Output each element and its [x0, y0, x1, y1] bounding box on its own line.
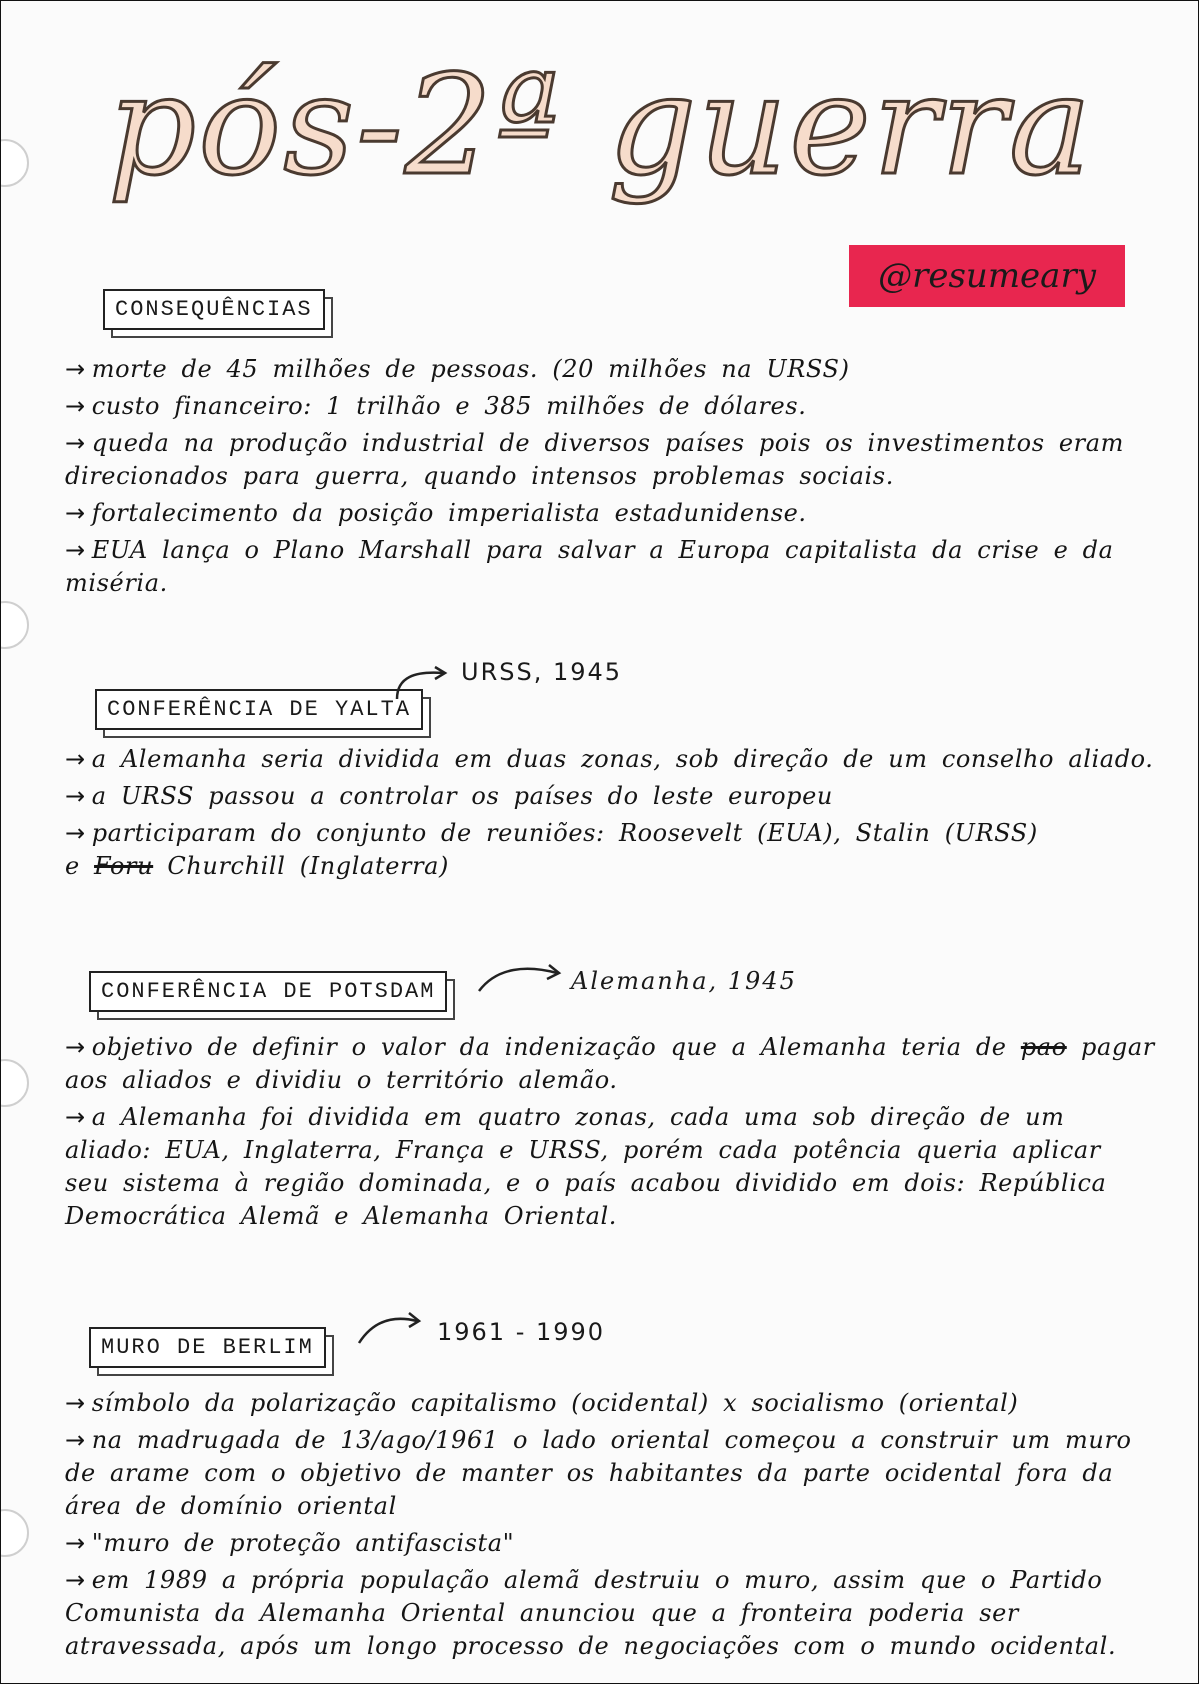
arrow-icon: →	[65, 745, 86, 773]
list-item: → EUA lança o Plano Marshall para salvar a Europa capitalista da crise e da miséria.	[65, 536, 1114, 597]
arrow-connector-icon	[395, 663, 455, 703]
struck-word: Foru	[94, 852, 154, 880]
arrow-icon: →	[65, 392, 86, 420]
arrow-icon: →	[65, 819, 86, 847]
potsdam-note: Alemanha, 1945	[571, 967, 797, 995]
arrow-connector-icon	[477, 961, 567, 1001]
heading-yalta: CONFERÊNCIA DE YALTA	[95, 689, 423, 730]
arrow-connector-icon	[357, 1311, 427, 1351]
binder-hole	[0, 1509, 29, 1557]
list-item: → custo financeiro: 1 trilhão e 385 milhões de dólares.	[65, 392, 807, 420]
struck-word: pao	[1020, 1033, 1067, 1061]
list-item: e Foru Churchill (Inglaterra)	[65, 852, 450, 880]
author-tag: @resumeary	[849, 245, 1125, 307]
arrow-icon: →	[65, 1389, 86, 1417]
muro-note: 1961 - 1990	[437, 1318, 606, 1346]
list-item: → símbolo da polarização capitalismo (ocidental) x socialismo (oriental)	[65, 1389, 1019, 1417]
yalta-note: URSS, 1945	[461, 658, 623, 686]
list-item: → a URSS passou a controlar os países do leste europeu	[65, 782, 833, 810]
binder-hole	[0, 1059, 29, 1107]
list-item: → objetivo de definir o valor da indenização que a Alemanha teria de pao pagar aos aliados e dividiu o território alemão.	[65, 1033, 1155, 1094]
arrow-icon: →	[65, 1033, 86, 1061]
arrow-icon: →	[65, 499, 86, 527]
list-item: → queda na produção industrial de diversos países pois os investimentos eram direcionados para guerra, quando intensos problemas sociais.	[65, 429, 1124, 490]
heading-consequencias: CONSEQUÊNCIAS	[103, 289, 325, 330]
arrow-icon: →	[65, 1529, 86, 1557]
potsdam-list	[65, 1031, 1155, 1237]
heading-muro-de-berlim: MURO DE BERLIM	[89, 1327, 326, 1368]
list-item: → participaram do conjunto de reuniões: Roosevelt (EUA), Stalin (URSS)	[65, 819, 1038, 847]
list-item: → a Alemanha foi dividida em quatro zonas, cada uma sob direção de um aliado: EUA, Inglaterra, França e URSS, porém cada potência queria aplicar seu sistema à região dominada, e o país acabou dividido em dois: República Democrática Alemã e Alemanha Oriental.	[65, 1103, 1107, 1230]
list-item: → morte de 45 milhões de pessoas. (20 milhões na URSS)	[65, 355, 850, 383]
muro-list	[65, 1387, 1155, 1667]
arrow-icon: →	[65, 429, 86, 457]
list-item: → "muro de proteção antifascista"	[65, 1529, 515, 1557]
list-item: → em 1989 a própria população alemã destruiu o muro, assim que o Partido Comunista da Alemanha Oriental anunciou que a fronteira poderia ser atravessada, após um longo processo de negociações com o mundo ocidental.	[65, 1566, 1117, 1660]
arrow-icon: →	[65, 355, 86, 383]
arrow-icon: →	[65, 536, 86, 564]
heading-potsdam: CONFERÊNCIA DE POTSDAM	[89, 971, 447, 1012]
yalta-list	[65, 743, 1155, 887]
arrow-icon: →	[65, 1103, 86, 1131]
arrow-icon: →	[65, 782, 86, 810]
page-title: pós-2ª guerra	[107, 45, 1094, 206]
list-item: → fortalecimento da posição imperialista estadunidense.	[65, 499, 807, 527]
list-item: → a Alemanha seria dividida em duas zonas, sob direção de um conselho aliado.	[65, 745, 1154, 773]
consequencias-list	[65, 353, 1155, 604]
arrow-icon: →	[65, 1426, 86, 1454]
list-item: → na madrugada de 13/ago/1961 o lado oriental começou a construir um muro de arame com o objetivo de manter os habitantes da parte ocidental fora da área de domínio oriental	[65, 1426, 1132, 1520]
arrow-icon: →	[65, 1566, 86, 1594]
binder-hole	[0, 601, 29, 649]
